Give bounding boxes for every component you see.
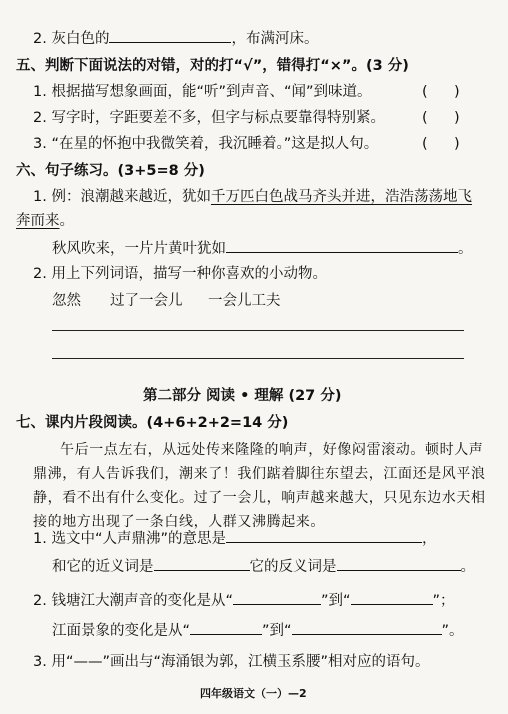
answer-line[interactable] — [52, 358, 464, 359]
example-end: 。 — [59, 213, 74, 229]
answer-blank[interactable] — [109, 28, 231, 43]
question-text: 2. 钱塘江大潮声音的变化是从“ — [33, 593, 233, 609]
answer-blank[interactable] — [351, 590, 433, 605]
imitation-prefix: 秋风吹来，一片片黄叶犹如 — [52, 241, 226, 257]
judge-item-1: 1. 根据描写想象画面，能“听”到声音、“闻”到味道。 — [33, 84, 372, 100]
question-text: ”到“ — [320, 593, 351, 609]
question-end: ”。 — [441, 623, 464, 639]
answer-blank[interactable] — [226, 528, 422, 543]
judge-paren-open: ( — [422, 84, 428, 100]
answer-blank[interactable] — [190, 620, 262, 635]
example-sentence-cont — [16, 211, 74, 231]
question-text: 江面景象的变化是从“ — [52, 623, 191, 639]
section-5-title: 五、判断下面说法的对错，对的打“√”，错得打“×”。(3 分) — [16, 58, 409, 74]
judge-paren-open: ( — [422, 110, 428, 126]
question-end: ， — [421, 531, 437, 547]
reading-question-3: 3. 用“——”画出与“海涌银为郭，江横玉系腰”相对应的语句。 — [33, 654, 430, 670]
section-6-question-2: 2. 用上下列词语，描写一种你喜欢的小动物。 — [33, 266, 327, 282]
passage-line: 静，看不出有什么变化。过了一会儿，响声越来越大，只见东边水天相 — [33, 490, 486, 506]
judge-item-2: 2. 写字时，字距要差不多，但字与标点要靠得特别紧。 — [33, 110, 385, 126]
page-footer: 四年级语文（一）—2 — [200, 687, 307, 700]
word-1: 忽然 — [52, 293, 81, 309]
answer-blank[interactable] — [154, 556, 250, 571]
question-2-line — [33, 28, 318, 49]
answer-blank[interactable] — [292, 620, 442, 635]
section-7-title: 七、课内片段阅读。(4+6+2+2=14 分) — [16, 415, 289, 431]
word-3: 一会儿工夫 — [208, 293, 281, 309]
question-text: 1. 选文中“人声鼎沸”的意思是 — [33, 531, 226, 547]
example-prefix: 1. 例：浪潮越来越近，犹如 — [33, 189, 211, 205]
question-text: ”到“ — [262, 623, 292, 639]
example-sentence — [33, 187, 472, 207]
section-6-title: 六、句子练习。(3+5=8 分) — [16, 163, 205, 179]
judge-paren-close: ) — [454, 110, 460, 126]
imitation-prompt — [52, 238, 473, 259]
reading-question-2b — [52, 620, 464, 641]
reading-question-1a — [33, 528, 436, 549]
passage-line: 鼎沸，有人告诉我们，潮来了！我们踮着脚往东望去，江面还是风平浪 — [33, 466, 486, 482]
example-underlined-text: 千万匹白色战马齐头并进，浩浩荡荡地飞 — [210, 189, 472, 205]
reading-question-1b — [52, 556, 475, 577]
answer-blank[interactable] — [226, 238, 458, 253]
word-2: 过了一会儿 — [110, 293, 183, 309]
example-underlined-text: 奔而来 — [16, 213, 60, 229]
question-2-suffix: ，布满河床。 — [231, 31, 319, 47]
passage-line: 接的地方出现了一条白线，人群又沸腾起来。 — [33, 514, 325, 530]
judge-paren-close: ) — [454, 84, 460, 100]
part-2-title: 第二部分 阅读 • 理解 (27 分) — [143, 388, 342, 404]
question-end: ”； — [432, 593, 455, 609]
judge-item-3: 3. “在星的怀抱中我微笑着，我沉睡着。”这是拟人句。 — [33, 136, 379, 152]
passage-line: 午后一点左右，从远处传来隆隆的响声，好像闷雷滚动。顿时人声 — [60, 442, 484, 458]
judge-paren-close: ) — [454, 136, 460, 152]
judge-paren-open: ( — [422, 136, 428, 152]
question-end: 。 — [460, 559, 475, 575]
question-2-prefix: 2. 灰白色的 — [33, 31, 110, 47]
answer-blank[interactable] — [233, 590, 321, 605]
answer-line[interactable] — [52, 330, 464, 331]
question-text: 它的反义词是 — [249, 559, 337, 575]
reading-question-2a — [33, 590, 455, 611]
imitation-end: 。 — [458, 241, 473, 257]
answer-blank[interactable] — [337, 556, 461, 571]
question-text: 和它的近义词是 — [52, 559, 154, 575]
